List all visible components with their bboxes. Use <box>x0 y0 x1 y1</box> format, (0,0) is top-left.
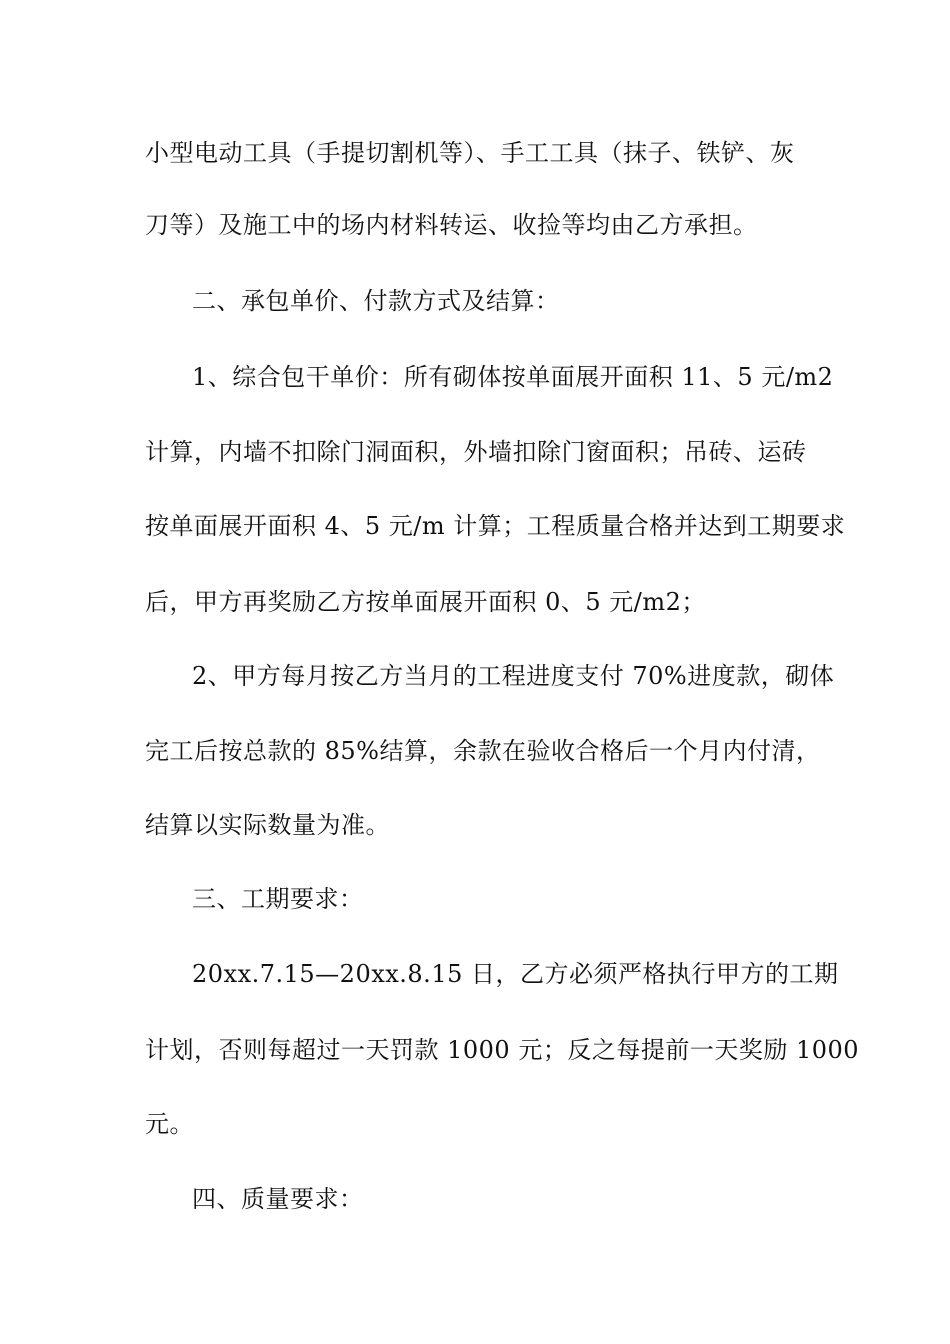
paragraph-line: 计划，否则每超过一天罚款 1000 元；反之每提前一天奖励 1000 <box>145 1036 860 1064</box>
paragraph-line: 按单面展开面积 4、5 元/m 计算；工程质量合格并达到工期要求 <box>145 512 846 540</box>
paragraph-line: 完工后按总款的 85%结算，余款在验收合格后一个月内付清， <box>145 737 821 765</box>
paragraph-line: 1、综合包干单价：所有砌体按单面展开面积 11、5 元/m2 <box>192 363 834 391</box>
section-heading: 三、工期要求： <box>192 885 364 913</box>
section-heading: 二、承包单价、付款方式及结算： <box>192 287 560 315</box>
paragraph-line: 小型电动工具（手提切割机等）、手工工具（抹子、铁铲、灰 <box>145 139 795 167</box>
paragraph-line: 结算以实际数量为准。 <box>145 811 390 839</box>
paragraph-line: 刀等）及施工中的场内材料转运、收捡等均由乙方承担。 <box>145 211 758 239</box>
paragraph-line: 后，甲方再奖励乙方按单面展开面积 0、5 元/m2； <box>145 588 706 616</box>
paragraph-line: 计算，内墙不扣除门洞面积，外墙扣除门窗面积；吊砖、运砖 <box>145 438 807 466</box>
paragraph-line: 元。 <box>145 1110 194 1138</box>
section-heading: 四、质量要求： <box>192 1185 364 1213</box>
paragraph-line: 20xx.7.15—20xx.8.15 日，乙方必须严格执行甲方的工期 <box>192 960 839 988</box>
paragraph-line: 2、甲方每月按乙方当月的工程进度支付 70%进度款，砌体 <box>192 662 835 690</box>
